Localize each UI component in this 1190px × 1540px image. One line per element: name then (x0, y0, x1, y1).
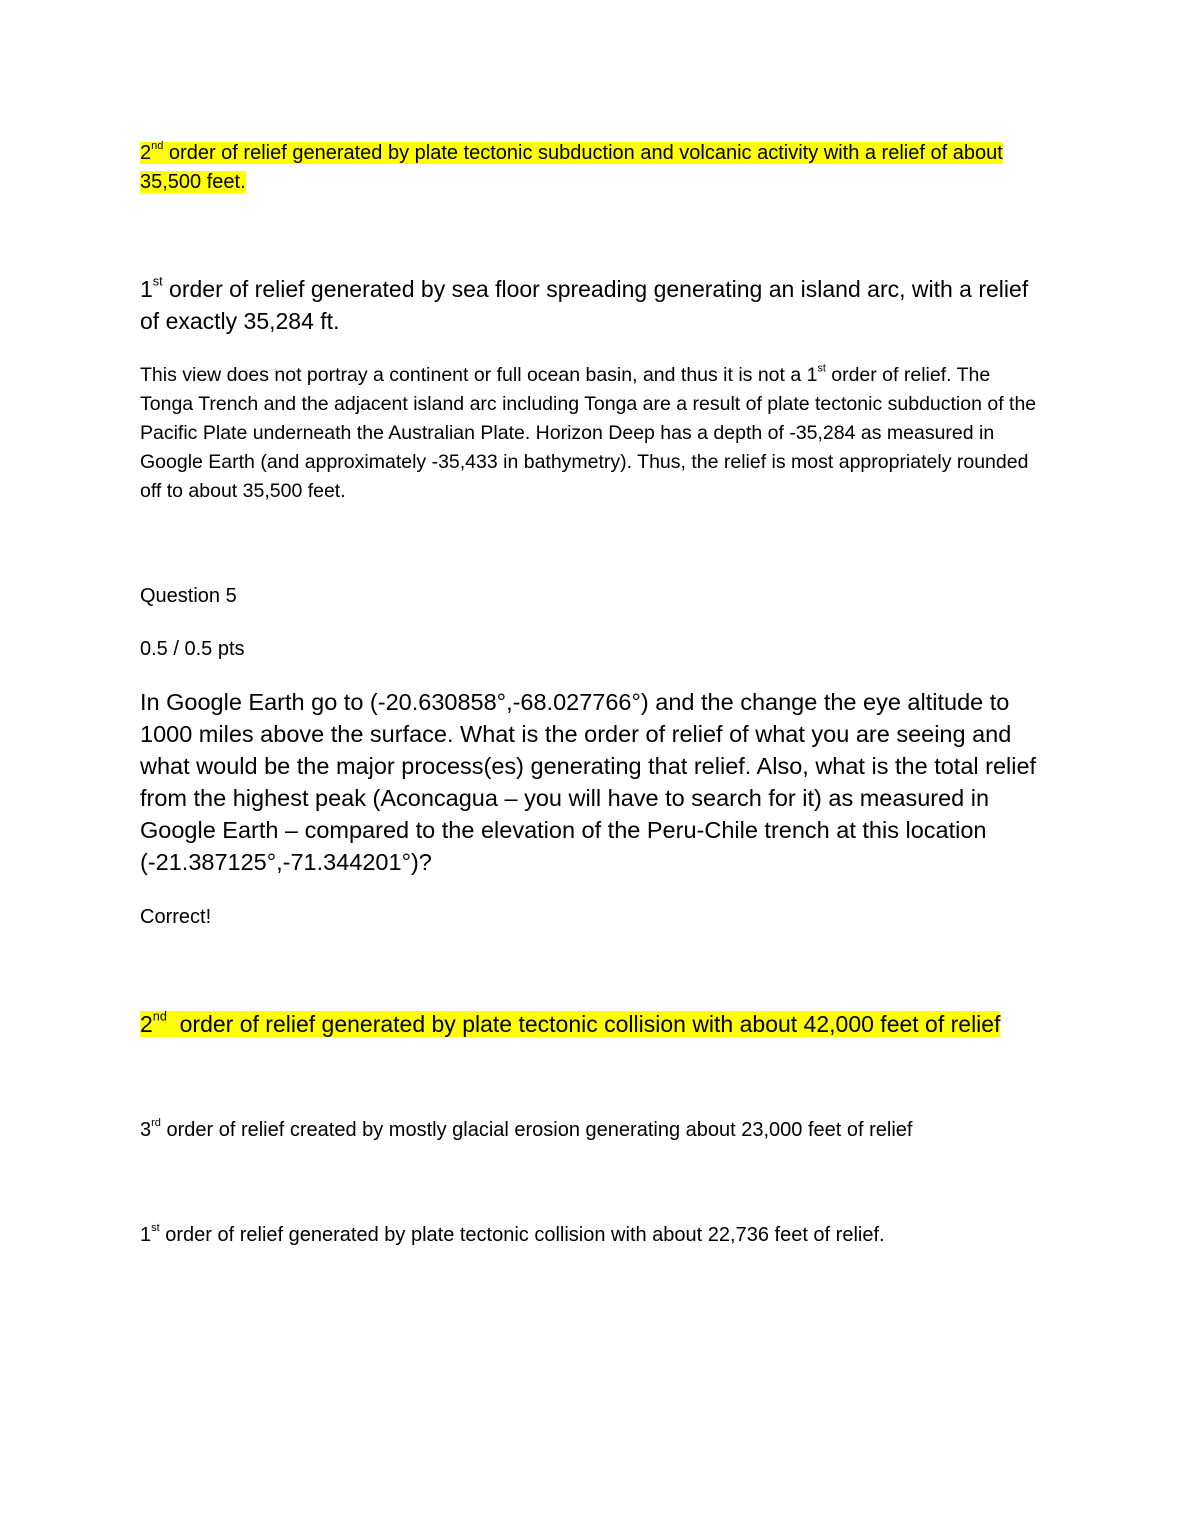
order-number: 1 (140, 276, 153, 302)
question-title: Question 5 (140, 585, 237, 607)
question-points: 0.5 / 0.5 pts (140, 638, 245, 660)
question-text: In Google Earth go to (-20.630858°,-68.027766°) and the change the eye altitude to 1000 miles above the surface. What is the order of relief of what you are seeing and what would be the major process(es) generating that relief. Also, what is the total relief from the highest peak (Aconcagua – you will have to search for it) as measured in Google Earth – compared to the elevation of the Peru-Chile trench at this location (-21.387125°,-71.344201°)? (140, 689, 1037, 875)
order-number: 2 (140, 1011, 153, 1037)
answer-option-highlighted (140, 139, 1050, 197)
explanation-text-end: order of relief. The Tonga Trench and the adjacent island arc including Tonga are a result of plate tectonic subduction of the Pacific Plate underneath the Australian Plate. Horizon Deep has a depth of -35,284 as measured in Google Earth (and approximately -35,433 in bathymetry). Thus, the relief is most appropriately rounded off to about 35,500 feet. (140, 364, 1037, 502)
order-number: 3 (140, 1119, 152, 1141)
answer-text: order of relief generated by plate tectonic subduction and volcanic activity with a relief of about 35,500 feet. (140, 142, 1003, 193)
ordinal-suffix: st (152, 274, 163, 289)
answer-option (140, 1221, 1050, 1250)
highlighted-answer-text (140, 142, 1003, 193)
answer-option-correct (140, 1008, 1060, 1040)
correct-status: Correct! (140, 906, 212, 928)
explanation-text-start: This view does not portray a continent or full ocean basin, and thus it is not a 1 (140, 364, 818, 386)
highlighted-answer-text (140, 1011, 1000, 1037)
answer-option (140, 1116, 1050, 1145)
answer-text: order of relief created by mostly glacial erosion generating about 23,000 feet of relief (160, 1119, 913, 1141)
ordinal-suffix: nd (152, 1009, 167, 1024)
ordinal-suffix: nd (151, 140, 164, 153)
ordinal-suffix: st (817, 362, 826, 375)
order-number: 1 (140, 1224, 152, 1246)
explanation-paragraph (140, 361, 1040, 506)
answer-option (140, 273, 1050, 337)
ordinal-suffix: st (151, 1222, 160, 1235)
answer-text: order of relief generated by sea floor spreading generating an island arc, with a relief of exactly 35,284 ft. (140, 276, 1029, 334)
order-number: 2 (140, 142, 152, 164)
answer-text: order of relief generated by plate tectonic collision with about 42,000 feet of relief (166, 1011, 1001, 1037)
answer-text: order of relief generated by plate tectonic collision with about 22,736 feet of relief. (159, 1224, 885, 1246)
ordinal-suffix: rd (151, 1117, 161, 1130)
